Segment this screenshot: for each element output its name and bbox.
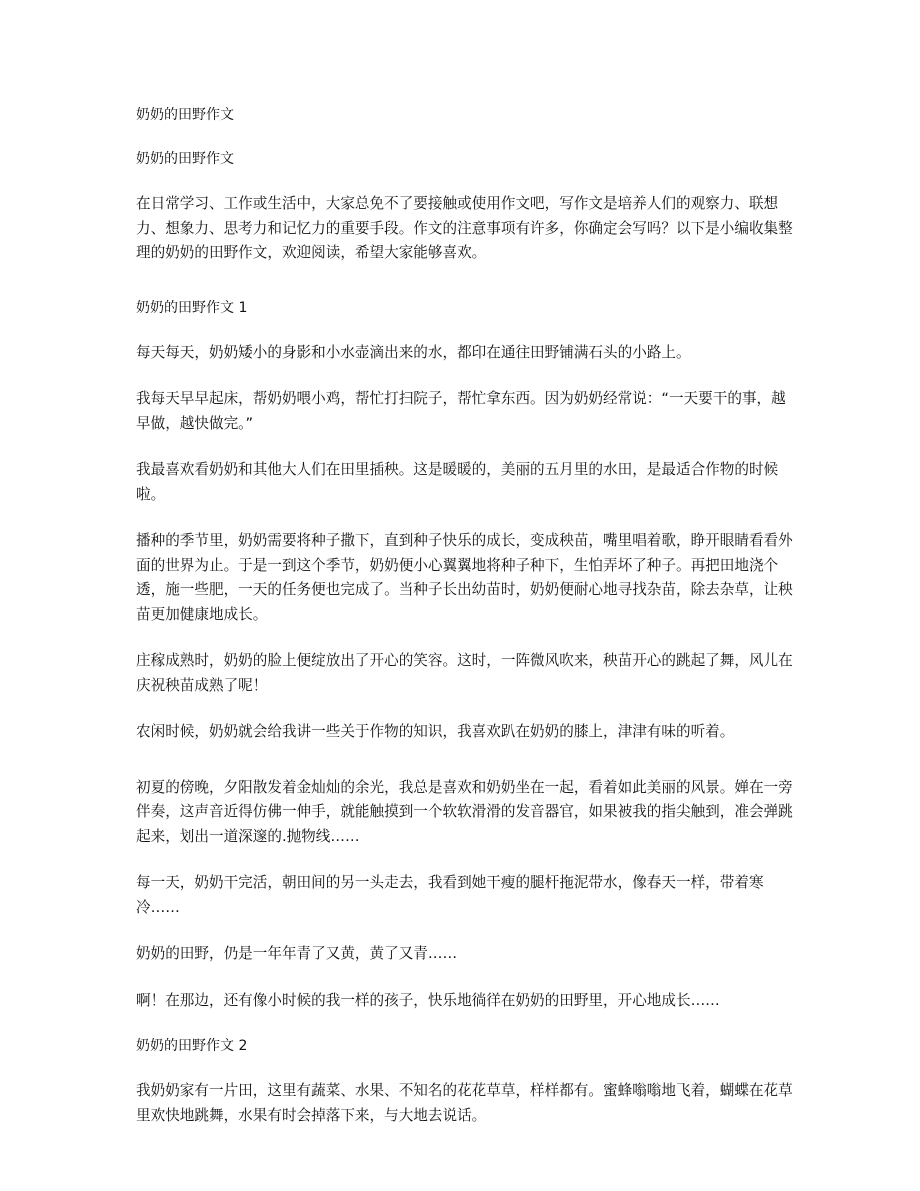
section-1-paragraph-8: 每一天，奶奶干完活，朝田间的另一头走去，我看到她干瘦的腿杆拖泥带水，像春天一样，带着寒冷…… xyxy=(136,874,764,916)
section-1-paragraph-2: 我每天早早起床，帮奶奶喂小鸡，帮忙打扫院子，帮忙拿东西。因为奶奶经常说：“一天要干的事，越早做，越快做完。” xyxy=(136,390,786,432)
section-1-title: 奶奶的田野作文 1 xyxy=(136,299,248,316)
intro-paragraph: 在日常学习、工作或生活中，大家总免不了要接触或使用作文吧，写作文是培养人们的观察力、联想力、想象力、思考力和记忆力的重要手段。作文的注意事项有许多，你确定会写吗？以下是小编收集整理的奶奶的田野作文，欢迎阅读，希望大家能够喜欢。 xyxy=(136,195,793,261)
section-1-paragraph-7: 初夏的傍晚，夕阳散发着金灿灿的余光，我总是喜欢和奶奶坐在一起，看着如此美丽的风景。婵在一旁伴奏，这声音近得仿佛一伸手，就能触摸到一个软软滑滑的发音器官，如果被我的指尖触到，准会弹跳起来，划出一道深邃的.抛物线…… xyxy=(136,778,793,845)
section-1-paragraph-6: 农闲时候，奶奶就会给我讲一些关于作物的知识，我喜欢趴在奶奶的膝上，津津有味的听着。 xyxy=(136,723,735,740)
document-subtitle: 奶奶的田野作文 xyxy=(136,151,234,167)
section-1-paragraph-9: 奶奶的田野，仍是一年年青了又黄，黄了又青…… xyxy=(136,945,458,962)
section-2-paragraph-1: 我奶奶家有一片田，这里有蔬菜、水果、不知名的花花草草，样样都有。蜜蜂嗡嗡地飞着，蝴蝶在花草里欢快地跳舞，水果有时会掉落下来，与大地去说话。 xyxy=(136,1082,793,1124)
document-page xyxy=(136,104,796,1128)
document-title: 奶奶的田野作文 xyxy=(136,107,234,123)
section-1-paragraph-5: 庄稼成熟时，奶奶的脸上便绽放出了开心的笑容。这时，一阵微风吹来，秧苗开心的跳起了舞，风儿在庆祝秧苗成熟了呢！ xyxy=(136,652,793,694)
section-2-title: 奶奶的田野作文 2 xyxy=(136,1038,248,1054)
section-1-paragraph-3: 我最喜欢看奶奶和其他大人们在田里插秧。这是暖暖的，美丽的五月里的水田，是最适合作物的时候啦。 xyxy=(136,461,779,503)
section-1-paragraph-4: 播种的季节里，奶奶需要将种子撒下，直到种子快乐的成长，变成秧苗，嘴里唱着歌，睁开眼睛看看外面的世界为止。于是一到这个季节，奶奶便小心翼翼地将种子种下，生怕弄坏了种子。再把田地浇个透，施一些肥，一天的任务便也完成了。当种子长出幼苗时，奶奶便耐心地寻找杂苗，除去杂草，让秧苗更加健康地成长。 xyxy=(136,532,793,623)
section-1-paragraph-10: 啊！在那边，还有像小时候的我一样的孩子，快乐地徜徉在奶奶的田野里，开心地成长…… xyxy=(136,991,720,1009)
section-1-paragraph-1: 每天每天，奶奶矮小的身影和小水壶滴出来的水，都印在通往田野铺满石头的小路上。 xyxy=(136,343,691,361)
